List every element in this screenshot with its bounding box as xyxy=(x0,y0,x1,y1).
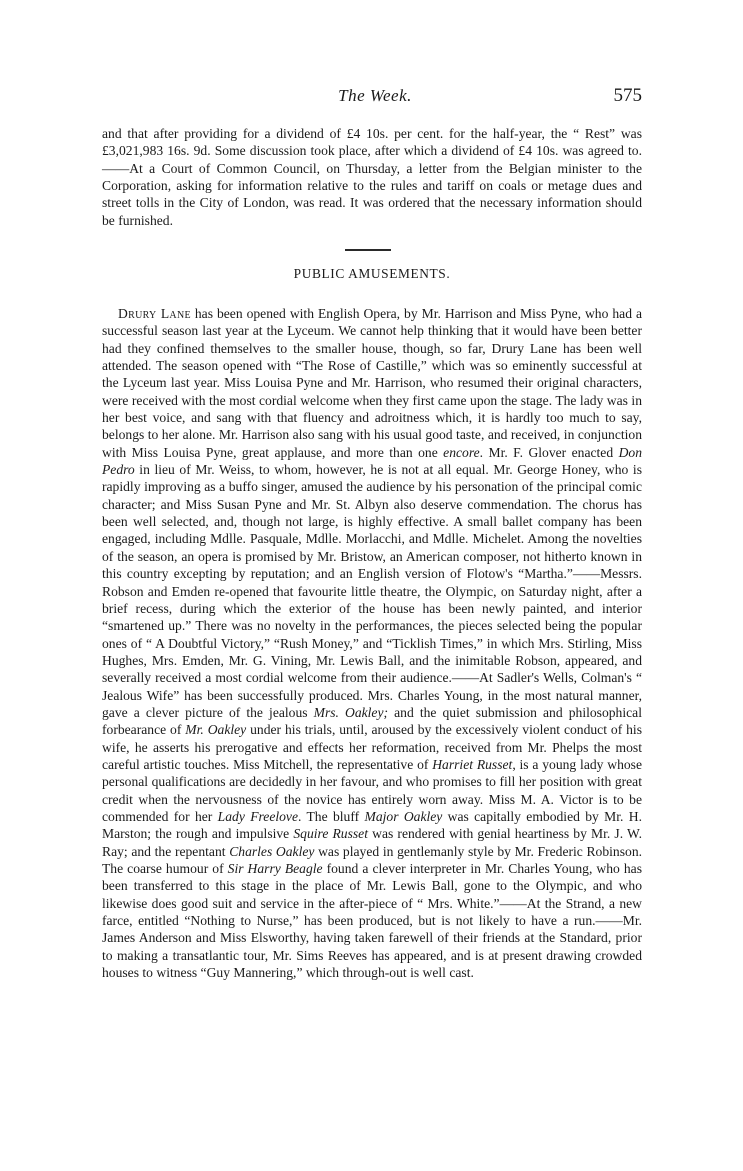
article-text: . Mr. F. Glover enacted xyxy=(479,444,619,460)
article-paragraph xyxy=(102,305,642,981)
running-title: The Week. xyxy=(338,86,412,105)
article-emphasis: Squire Russet xyxy=(293,826,368,842)
section-divider-rule xyxy=(345,249,391,251)
opening-paragraph-block xyxy=(102,125,642,229)
article-text: under his trials, until, aroused by the excessively violent conduct of his wife, he asserts his prerogative and effects her reformation, received from Mr. Phelps the most careful artistic touches. Miss Mitchell, the representative of xyxy=(102,722,642,772)
article-emphasis: encore xyxy=(443,444,480,460)
article-text: found a clever interpreter in Mr. Charles Young, who has been transferred to this stage in the place of Mr. Lewis Ball, gone to the Olympic, and who likewise does good suit and service in the after-piece of “ Mrs. White.”——At the Strand, a new farce, entitled “Nothing to Nurse,” has been produced, but is not likely to have a run.——Mr. James Anderson and Miss Elsworthy, having taken farewell of their friends at the Standard, prior to making a transatlantic tour, Mr. Sims Reeves has appeared, and is at present drawing crowded houses to witness “Guy Mannering,” which through-out is well cast. xyxy=(102,861,642,981)
article-text: . The bluff xyxy=(298,808,365,824)
article-text: in lieu of Mr. Weiss, to whom, however, he is not at all equal. Mr. George Honey, who is rapidly improving as a buffo singer, amused the audience by his personation of the principal comic character; and Miss Susan Pyne and Mr. St. Albyn also deserve commendation. The chorus has been well selected, and, though not large, is highly effective. A small ballet company has been engaged, including Mdlle. Pasquale, Mdlle. Morlacchi, and Mdlle. Michelet. Among the novelties of the season, an opera is promised by Mr. Bristow, an American composer, not hitherto known in this country excepting by reputation; and an English version of Flotow's “Martha.”——Messrs. Robson and Emden re-opened that favourite little theatre, the Olympic, on Saturday night, after a brief recess, during which the exterior of the house has been newly painted, and interior “smartened up.” There was no novelty in the performances, the pieces selected being the popular ones of “ A Doubtful Victory,” “Rush Money,” and “Ticklish Times,” in which Mrs. Stirling, Miss Hughes, Mrs. Emden, Mr. G. Vining, Mr. Lewis Ball, and the inimitable Robson, appeared, and severally received a most cordial welcome from their audience.——At Sadler's Wells, Colman's “ Jealous Wife” has been successfully produced. Mrs. Charles Young, in the most natural manner, gave a clever picture of the jealous xyxy=(102,462,642,720)
article-emphasis: Harriet Russet xyxy=(432,756,513,772)
article-text: has been opened with English Opera, by Mr. Harrison and Miss Pyne, who had a successful season last year at the Lyceum. We cannot help thinking that it would have been better had they confined themselves to the smaller house, though, so far, Drury Lane has been well attended. The season opened with “The Rose of Castille,” which was so eminently successful at the Lyceum last year. Miss Louisa Pyne and Mr. Harrison, who resumed their original characters, were received with the most cordial welcome when they first came upon the stage. The lady was in her best voice, and sang with that fluency and adroitness which, it is hardly too much to say, belongs to her alone. Mr. Harrison also sang with his usual good taste, and received, in conjunction with Miss Louisa Pyne, great applause, and more than one xyxy=(102,306,642,460)
article-emphasis: Major Oakley xyxy=(364,808,443,824)
article-text: was rendered with genial heartiness by Mr. J. W. Ray; and the repentant xyxy=(102,826,642,859)
article-text: , is a young lady whose personal qualifications are decidedly in her favour, and who promises to fill her position with great credit when the nervousness of the novice has entirely worn away. Miss M. A. Victor is to be commended for her xyxy=(102,756,642,824)
section-heading: PUBLIC AMUSEMENTS. xyxy=(293,266,451,281)
article-body xyxy=(102,305,642,981)
article-emphasis: Lady Freelove xyxy=(217,808,298,824)
article-emphasis: Mrs. Oakley; xyxy=(313,704,389,720)
opening-paragraph: and that after providing for a dividend of £4 10s. per cent. for the half-year, the “ Rest” was £3,021,983 16s. 9d. Some discussion took place, after which a dividend of £4 10s. was agreed to.——At a Court of Common Council, on Thursday, a letter from the Belgian minister to the Corporation, asking for information relative to the rules and tariff on coals or metage dues and street tolls in the City of London, was read. It was ordered that the necessary information should be furnished. xyxy=(102,126,642,228)
article-emphasis: Sir Harry Beagle xyxy=(227,861,323,876)
running-header xyxy=(0,86,743,110)
article-text: was capitally embodied by Mr. H. Marston; the rough and impulsive xyxy=(102,808,642,842)
article-emphasis: Mr. Oakley xyxy=(185,722,247,738)
article-text: was played in gentlemanly style by Mr. Frederic Robinson. The coarse humour of xyxy=(102,843,643,876)
article-emphasis: Don Pedro xyxy=(102,444,642,478)
article-text: and the quiet submission and philosophical forbearance of xyxy=(102,704,642,738)
article-lead-in: Drury Lane xyxy=(118,306,191,321)
article-emphasis: Charles Oakley xyxy=(229,843,315,859)
page-number: 575 xyxy=(613,85,642,106)
